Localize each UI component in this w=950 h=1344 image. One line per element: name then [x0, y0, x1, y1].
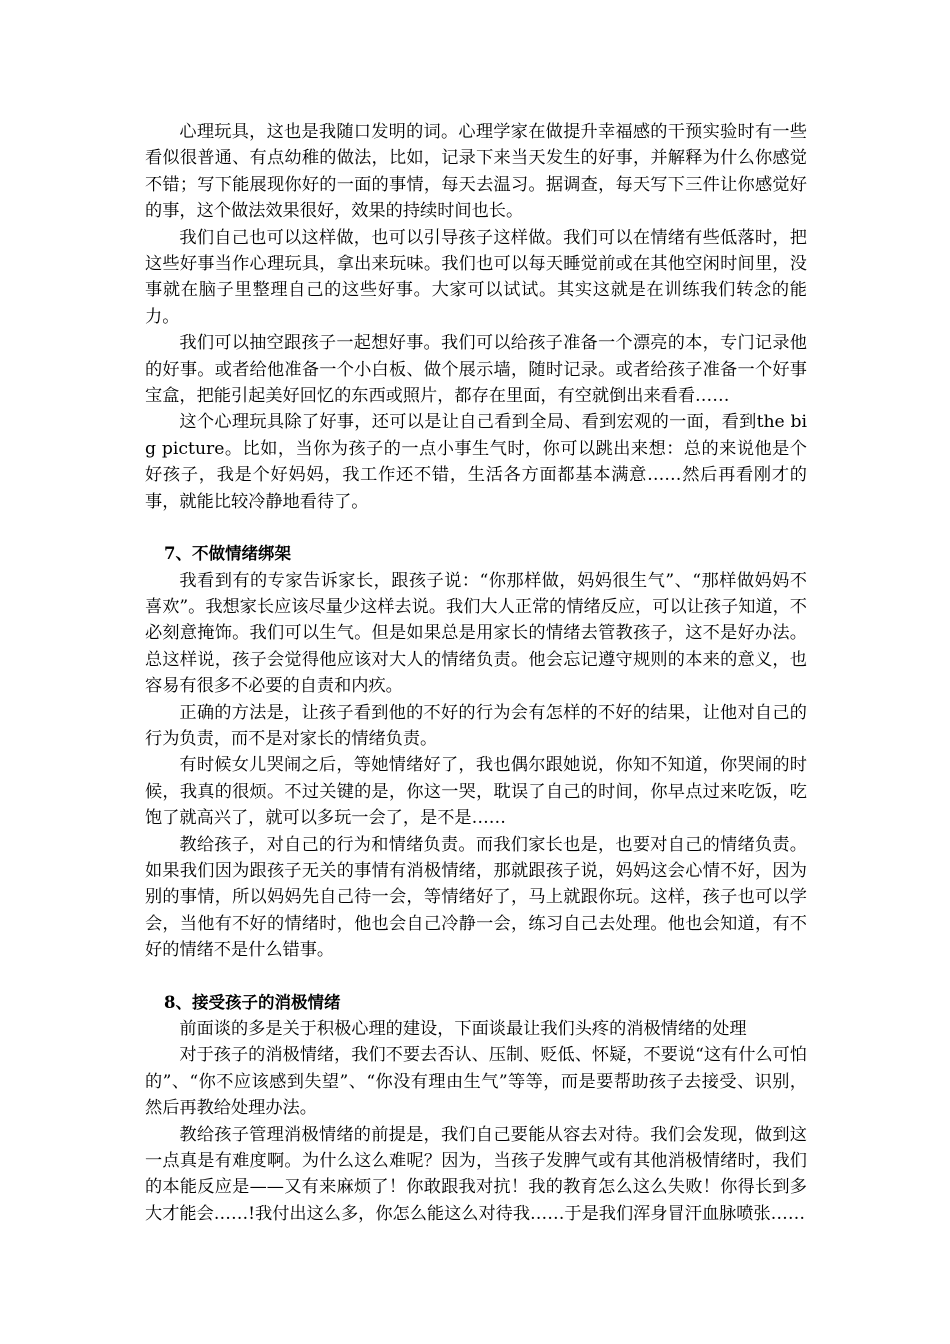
- paragraph: 对于孩子的消极情绪，我们不要去否认、压制、贬低、怀疑，不要说“这有什么可怕的”、“你不应该感到失望”、“你没有理由生气”等等，而是要帮助孩子去接受、识别，然后再教给处理办法。: [145, 1045, 807, 1119]
- paragraph: 正确的方法是，让孩子看到他的不好的行为会有怎样的不好的结果，让他对自己的行为负责，而不是对家长的情绪负责。: [145, 702, 807, 749]
- section-heading: 7、不做情绪绑架: [164, 544, 291, 564]
- paragraph: 我看到有的专家告诉家长，跟孩子说：“你那样做，妈妈很生气”、“那样做妈妈不喜欢”。我想家长应该尽量少这样去说。我们大人正常的情绪反应，可以让孩子知道，不必刻意掩饰。我们可以生气。但是如果总是用家长的情绪去管教孩子，这不是好办法。总这样说，孩子会觉得他应该对大人的情绪负责。他会忘记遵守规则的本来的意义，也容易有很多不必要的自责和内疚。: [145, 570, 807, 697]
- section-8: [145, 990, 807, 1228]
- paragraph: 有时候女儿哭闹之后，等她情绪好了，我也偶尔跟她说，你知不知道，你哭闹的时候，我真的很烦。不过关键的是，你这一哭，耽误了自己的时间，你早点过来吃饭，吃饱了就高兴了，就可以多玩一会了，是不是……: [145, 755, 807, 829]
- paragraph: 前面谈的多是关于积极心理的建设，下面谈最让我们头疼的消极情绪的处理: [179, 1019, 747, 1039]
- paragraph: 我们自己也可以这样做，也可以引导孩子这样做。我们可以在情绪有些低落时，把这些好事当作心理玩具，拿出来玩味。我们也可以每天睡觉前或在其他空闲时间里，没事就在脑子里整理自己的这些好事。大家可以试试。其实这就是在训练我们转念的能力。: [145, 227, 807, 327]
- paragraph: 这个心理玩具除了好事，还可以是让自己看到全局、看到宏观的一面，看到the big picture。比如，当你为孩子的一点小事生气时，你可以跳出来想：总的来说他是个好孩子，我是个好妈妈，我工作还不错，生活各方面都基本满意……然后再看刚才的事，就能比较冷静地看待了。: [145, 412, 807, 512]
- paragraph: 教给孩子，对自己的行为和情绪负责。而我们家长也是，也要对自己的情绪负责。如果我们因为跟孩子无关的事情有消极情绪，那就跟孩子说，妈妈这会心情不好，因为别的事情，所以妈妈先自己待一会，等情绪好了，马上就跟你玩。这样，孩子也可以学会，当他有不好的情绪时，他也会自己冷静一会，练习自己去处理。他也会知道，有不好的情绪不是什么错事。: [145, 834, 807, 961]
- section-heading: 8、接受孩子的消极情绪: [164, 992, 341, 1012]
- paragraph: 我们可以抽空跟孩子一起想好事。我们可以给孩子准备一个漂亮的本，专门记录他的好事。或者给他准备一个小白板、做个展示墙，随时记录。或者给孩子准备一个好事宝盒，把能引起美好回忆的东西或照片，都存在里面，有空就倒出来看看……: [145, 333, 807, 407]
- section-intro: [145, 119, 807, 515]
- paragraph: 心理玩具，这也是我随口发明的词。心理学家在做提升幸福感的干预实验时有一些看似很普通、有点幼稚的做法，比如，记录下来当天发生的好事，并解释为什么你感觉不错；写下能展现你好的一面的事情，每天去温习。据调查，每天写下三件让你感觉好的事，这个做法效果很好，效果的持续时间也长。: [145, 122, 807, 222]
- document-body: [145, 119, 807, 1227]
- section-7: [145, 541, 807, 964]
- paragraph: 教给孩子管理消极情绪的前提是，我们自己要能从容去对待。我们会发现，做到这一点真是有难度啊。为什么这么难呢？因为，当孩子发脾气或有其他消极情绪时，我们的本能反应是——又有来麻烦了！你敢跟我对抗！我的教育怎么这么失败！你得长到多大才能会……!我付出这么多，你怎么能这么对待我……于是我们浑身冒汗血脉喷张……: [145, 1124, 807, 1224]
